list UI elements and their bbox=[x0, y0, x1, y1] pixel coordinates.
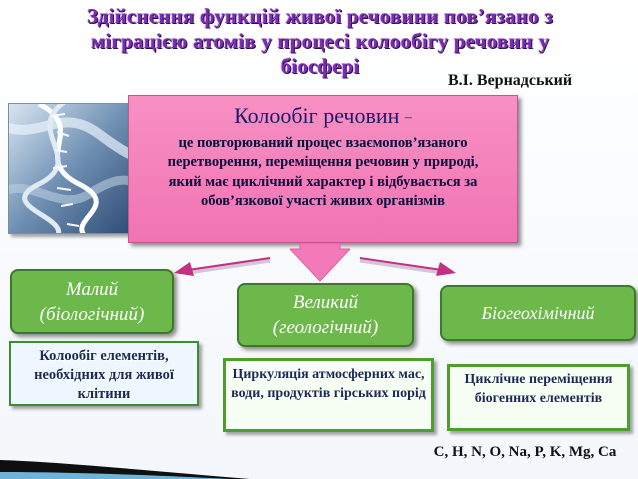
author-name: В.І. Вернадський bbox=[448, 72, 573, 89]
cycle-type-small bbox=[10, 269, 174, 334]
cycle-type-biogeochemical-name: Біогеохімічний bbox=[481, 302, 595, 323]
branch-arrows bbox=[170, 252, 460, 278]
description-biogeochemical-cycle: Циклічне переміщення біогенних елементів bbox=[447, 364, 630, 431]
left-arrow-icon bbox=[174, 258, 270, 276]
biogenic-elements-list: C, H, N, O, Na, P, K, Mg, Ca bbox=[433, 444, 617, 460]
cycle-type-small-qualifier: (біологічний) bbox=[39, 303, 145, 325]
dna-image bbox=[8, 103, 132, 234]
cycle-type-biogeochemical bbox=[440, 285, 636, 341]
definition-box bbox=[128, 95, 518, 243]
description-small-cycle: Колообіг елементів, необхідних для живої клітини bbox=[9, 341, 199, 406]
cycle-type-large bbox=[237, 283, 414, 347]
definition-text: це повторюваний процес взаємопов’язаного перетворення, переміщення речовин у природі, який має циклічний характер і відбувається за обов’язкової участі живих організмів bbox=[167, 134, 479, 210]
cycle-type-large-qualifier: (геологічний) bbox=[272, 317, 379, 338]
title-line-3: біосфері bbox=[280, 54, 360, 78]
definition-dash: – bbox=[404, 109, 412, 125]
right-arrow-icon bbox=[360, 258, 456, 276]
slide-title bbox=[40, 4, 600, 79]
decorative-swoosh bbox=[0, 400, 250, 479]
title-line-2: міграцією атомів у процесі колообігу речовин у bbox=[90, 29, 550, 53]
definition-heading bbox=[129, 102, 517, 132]
description-large-cycle: Циркуляція атмосферних мас, води, продуктів гірських порід bbox=[223, 358, 434, 432]
title-line-1: Здійснення функцій живої речовини пов’язано з bbox=[87, 4, 553, 28]
dna-helix-icon bbox=[9, 104, 132, 234]
definition-term: Колообіг речовин bbox=[234, 103, 400, 128]
cycle-type-small-name: Малий bbox=[65, 278, 119, 300]
cycle-type-large-name: Великий bbox=[292, 292, 359, 313]
